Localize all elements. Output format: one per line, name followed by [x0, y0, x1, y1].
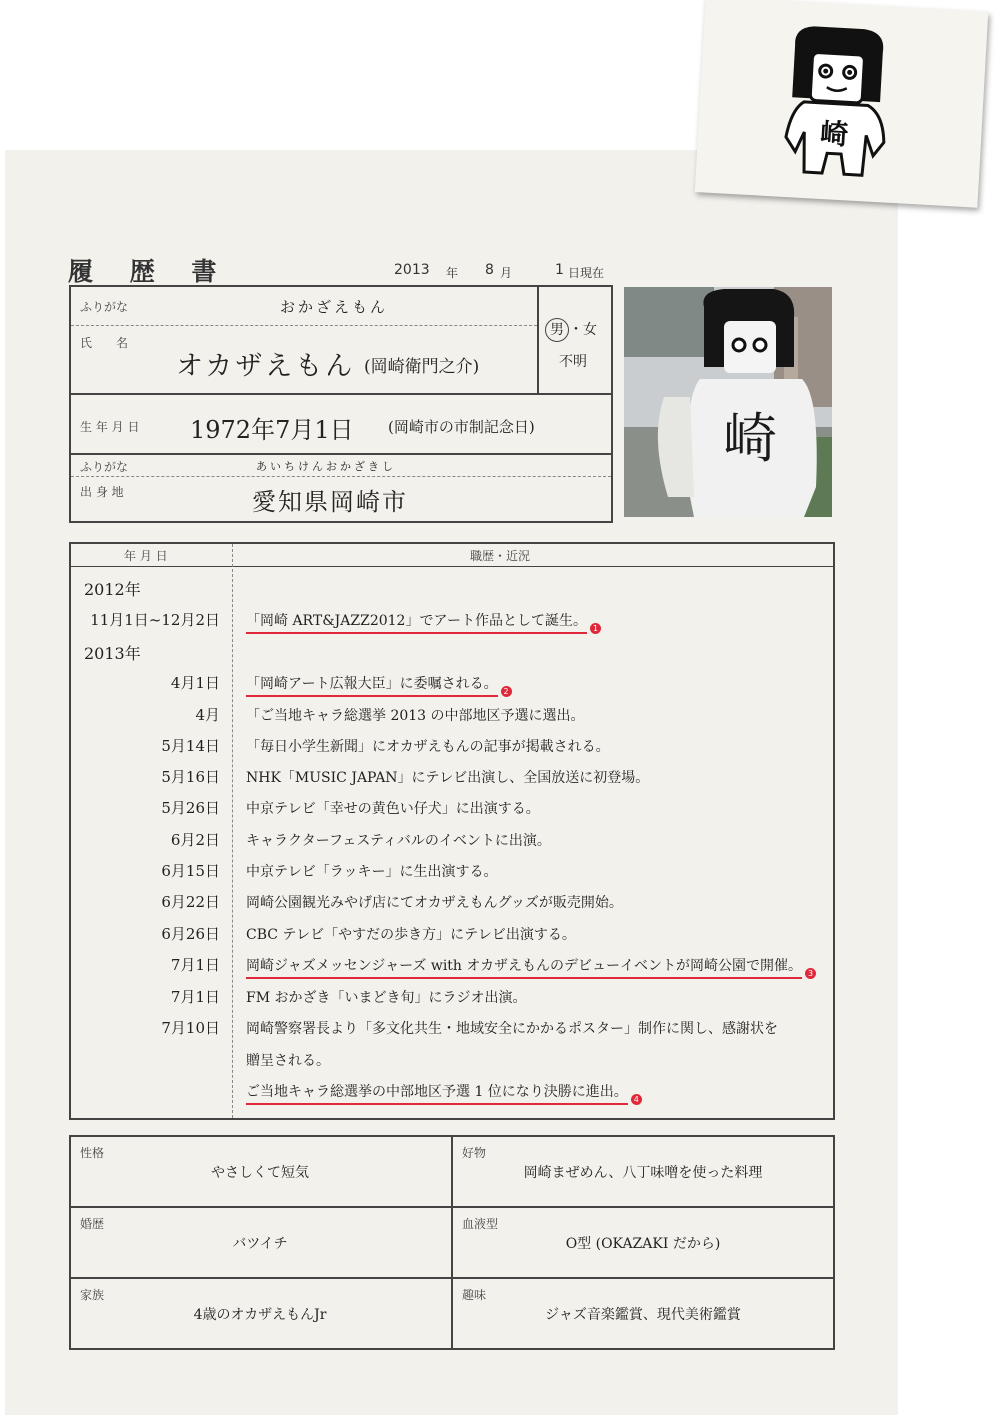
history-date: 7月10日 [161, 1019, 220, 1037]
history-event [246, 1018, 778, 1038]
profile-value: バツイチ [232, 1236, 288, 1252]
history-date: 4月1日 [170, 674, 220, 692]
profile-row-divider-1 [69, 1206, 835, 1208]
history-event [246, 955, 816, 979]
history-date: 7月1日 [170, 956, 220, 974]
name-furigana: おかざえもん [280, 298, 389, 316]
history-event [246, 610, 601, 634]
history-event [246, 892, 623, 912]
history-event-text: 中京テレビ「ラッキー」に生出演する。 [246, 864, 498, 880]
history-date: 6月26日 [161, 925, 220, 943]
history-col-event: 職歴・近況 [470, 549, 531, 563]
name-alias: (岡崎衛門之介) [364, 357, 480, 377]
history-event-text: 「ご当地キャラ総選挙 2013 の中部地区予選に選出。 [246, 708, 585, 724]
profile-label: 血液型 [462, 1217, 499, 1231]
history-event-text: NHK「MUSIC JAPAN」にテレビ出演し、全国放送に初登場。 [246, 770, 650, 786]
history-event [246, 705, 585, 725]
history-event-text: FM おかざき「いまどき旬」にラジオ出演。 [246, 990, 527, 1006]
origin-furigana-divider [71, 476, 611, 477]
date-year: 2013 [394, 262, 430, 278]
document-title: 履 歴 書 [68, 257, 231, 286]
origin-furigana-label: ふりがな [80, 460, 129, 474]
history-date: 6月2日 [170, 831, 220, 849]
origin-furigana: あいちけんおかざきし [256, 460, 396, 473]
history-date: 5月16日 [161, 768, 220, 786]
date-month: 8 [485, 262, 494, 278]
origin-label: 出 身 地 [80, 485, 124, 499]
history-date: 6月15日 [161, 862, 220, 880]
history-event [246, 736, 610, 756]
history-event-text: 贈呈される。 [246, 1053, 330, 1069]
name-value: オカザえもん [176, 351, 356, 382]
history-event [246, 987, 527, 1007]
photo-chest-text: 崎 [723, 407, 777, 470]
history-year: 2012年 [84, 580, 141, 599]
name-label: 氏 名 [80, 336, 129, 350]
profile-value: O型 (OKAZAKI だから) [565, 1236, 721, 1252]
gender-unknown: 不明 [559, 354, 587, 370]
profile-label: 性格 [80, 1146, 105, 1160]
footnote-marker: 2 [501, 686, 512, 697]
character-photo [624, 287, 832, 517]
history-col-date: 年 月 日 [124, 549, 168, 563]
history-event-text: 岡崎警察署長より「多文化共生・地域安全にかかるポスター」制作に関し、感謝状を [246, 1021, 778, 1037]
profile-label: 婚歴 [80, 1217, 105, 1231]
profile-label: 家族 [80, 1288, 105, 1302]
footnote-marker: 1 [590, 623, 601, 634]
history-event [246, 1050, 330, 1070]
date-year-unit: 年 [446, 266, 459, 280]
profile-value: ジャズ音楽鑑賞、現代美術鑑賞 [545, 1307, 741, 1323]
history-date: 6月22日 [161, 893, 220, 911]
footnote-marker: 3 [805, 968, 816, 979]
origin-value: 愛知県岡崎市 [252, 488, 408, 516]
history-date: 5月26日 [161, 799, 220, 817]
history-event-text: 「岡崎 ART&JAZZ2012」でアート作品として誕生。 [246, 613, 587, 634]
history-date: 5月14日 [161, 737, 220, 755]
birth-value: 1972年7月1日 [190, 416, 354, 444]
profile-value: 4歳のオカザえもんJr [193, 1307, 327, 1323]
history-event [246, 924, 576, 944]
name-furigana-label: ふりがな [80, 300, 129, 314]
history-event [246, 767, 649, 787]
profile-label: 趣味 [462, 1288, 487, 1302]
profile-value: やさしくて短気 [211, 1165, 309, 1181]
history-date: 4月 [195, 706, 220, 724]
furigana-divider [71, 325, 537, 326]
profile-value: 岡崎まぜめん、八丁味噌を使った料理 [523, 1165, 763, 1181]
footnote-marker: 4 [631, 1094, 642, 1105]
history-col-divider [232, 544, 233, 1118]
character-card [695, 0, 988, 208]
birth-origin-divider [69, 453, 613, 455]
date-day: 1 [555, 262, 564, 278]
gender-divider [537, 285, 539, 395]
history-event [246, 861, 497, 881]
history-event [246, 798, 540, 818]
history-event [246, 1081, 642, 1105]
history-event-text: 「毎日小学生新聞」にオカザえもんの記事が掲載される。 [246, 739, 610, 755]
history-date: 7月1日 [170, 988, 220, 1006]
profile-label: 好物 [462, 1146, 487, 1160]
history-year: 2013年 [84, 644, 141, 663]
history-event-text: ご当地キャラ総選挙の中部地区予選 1 位になり決勝に進出。 [246, 1084, 628, 1105]
history-event-text: 岡崎ジャズメッセンジャーズ with オカザえもんのデビューイベントが岡崎公園で開催。 [246, 958, 802, 979]
birth-label: 生 年 月 日 [80, 420, 140, 434]
history-event-text: 岡崎公園観光みやげ店にてオカザえもんグッズが販売開始。 [246, 895, 623, 911]
card-logo-char: 崎 [819, 116, 850, 152]
history-event-text: キャラクターフェスティバルのイベントに出演。 [246, 833, 551, 849]
history-event-text: 中京テレビ「幸せの黄色い仔犬」に出演する。 [246, 801, 540, 817]
name-birth-divider [69, 393, 613, 395]
history-event [246, 673, 512, 697]
history-event [246, 830, 551, 850]
gender-female: 女 [583, 322, 597, 338]
character-illustration-icon [695, 0, 988, 208]
gender-male: 男 [545, 318, 569, 342]
history-date: 11月1日~12月2日 [90, 611, 220, 629]
history-header-divider [69, 566, 835, 567]
date-day-unit: 日現在 [568, 266, 605, 280]
gender-sep: ・ [569, 322, 583, 338]
history-event-text: CBC テレビ「やすだの歩き方」にテレビ出演する。 [246, 927, 576, 943]
birth-note: (岡崎市の市制記念日) [388, 418, 535, 436]
date-month-unit: 月 [500, 266, 513, 280]
history-event-text: 「岡崎アート広報大臣」に委嘱される。 [246, 676, 498, 697]
profile-row-divider-2 [69, 1277, 835, 1279]
gender-options [545, 318, 597, 342]
